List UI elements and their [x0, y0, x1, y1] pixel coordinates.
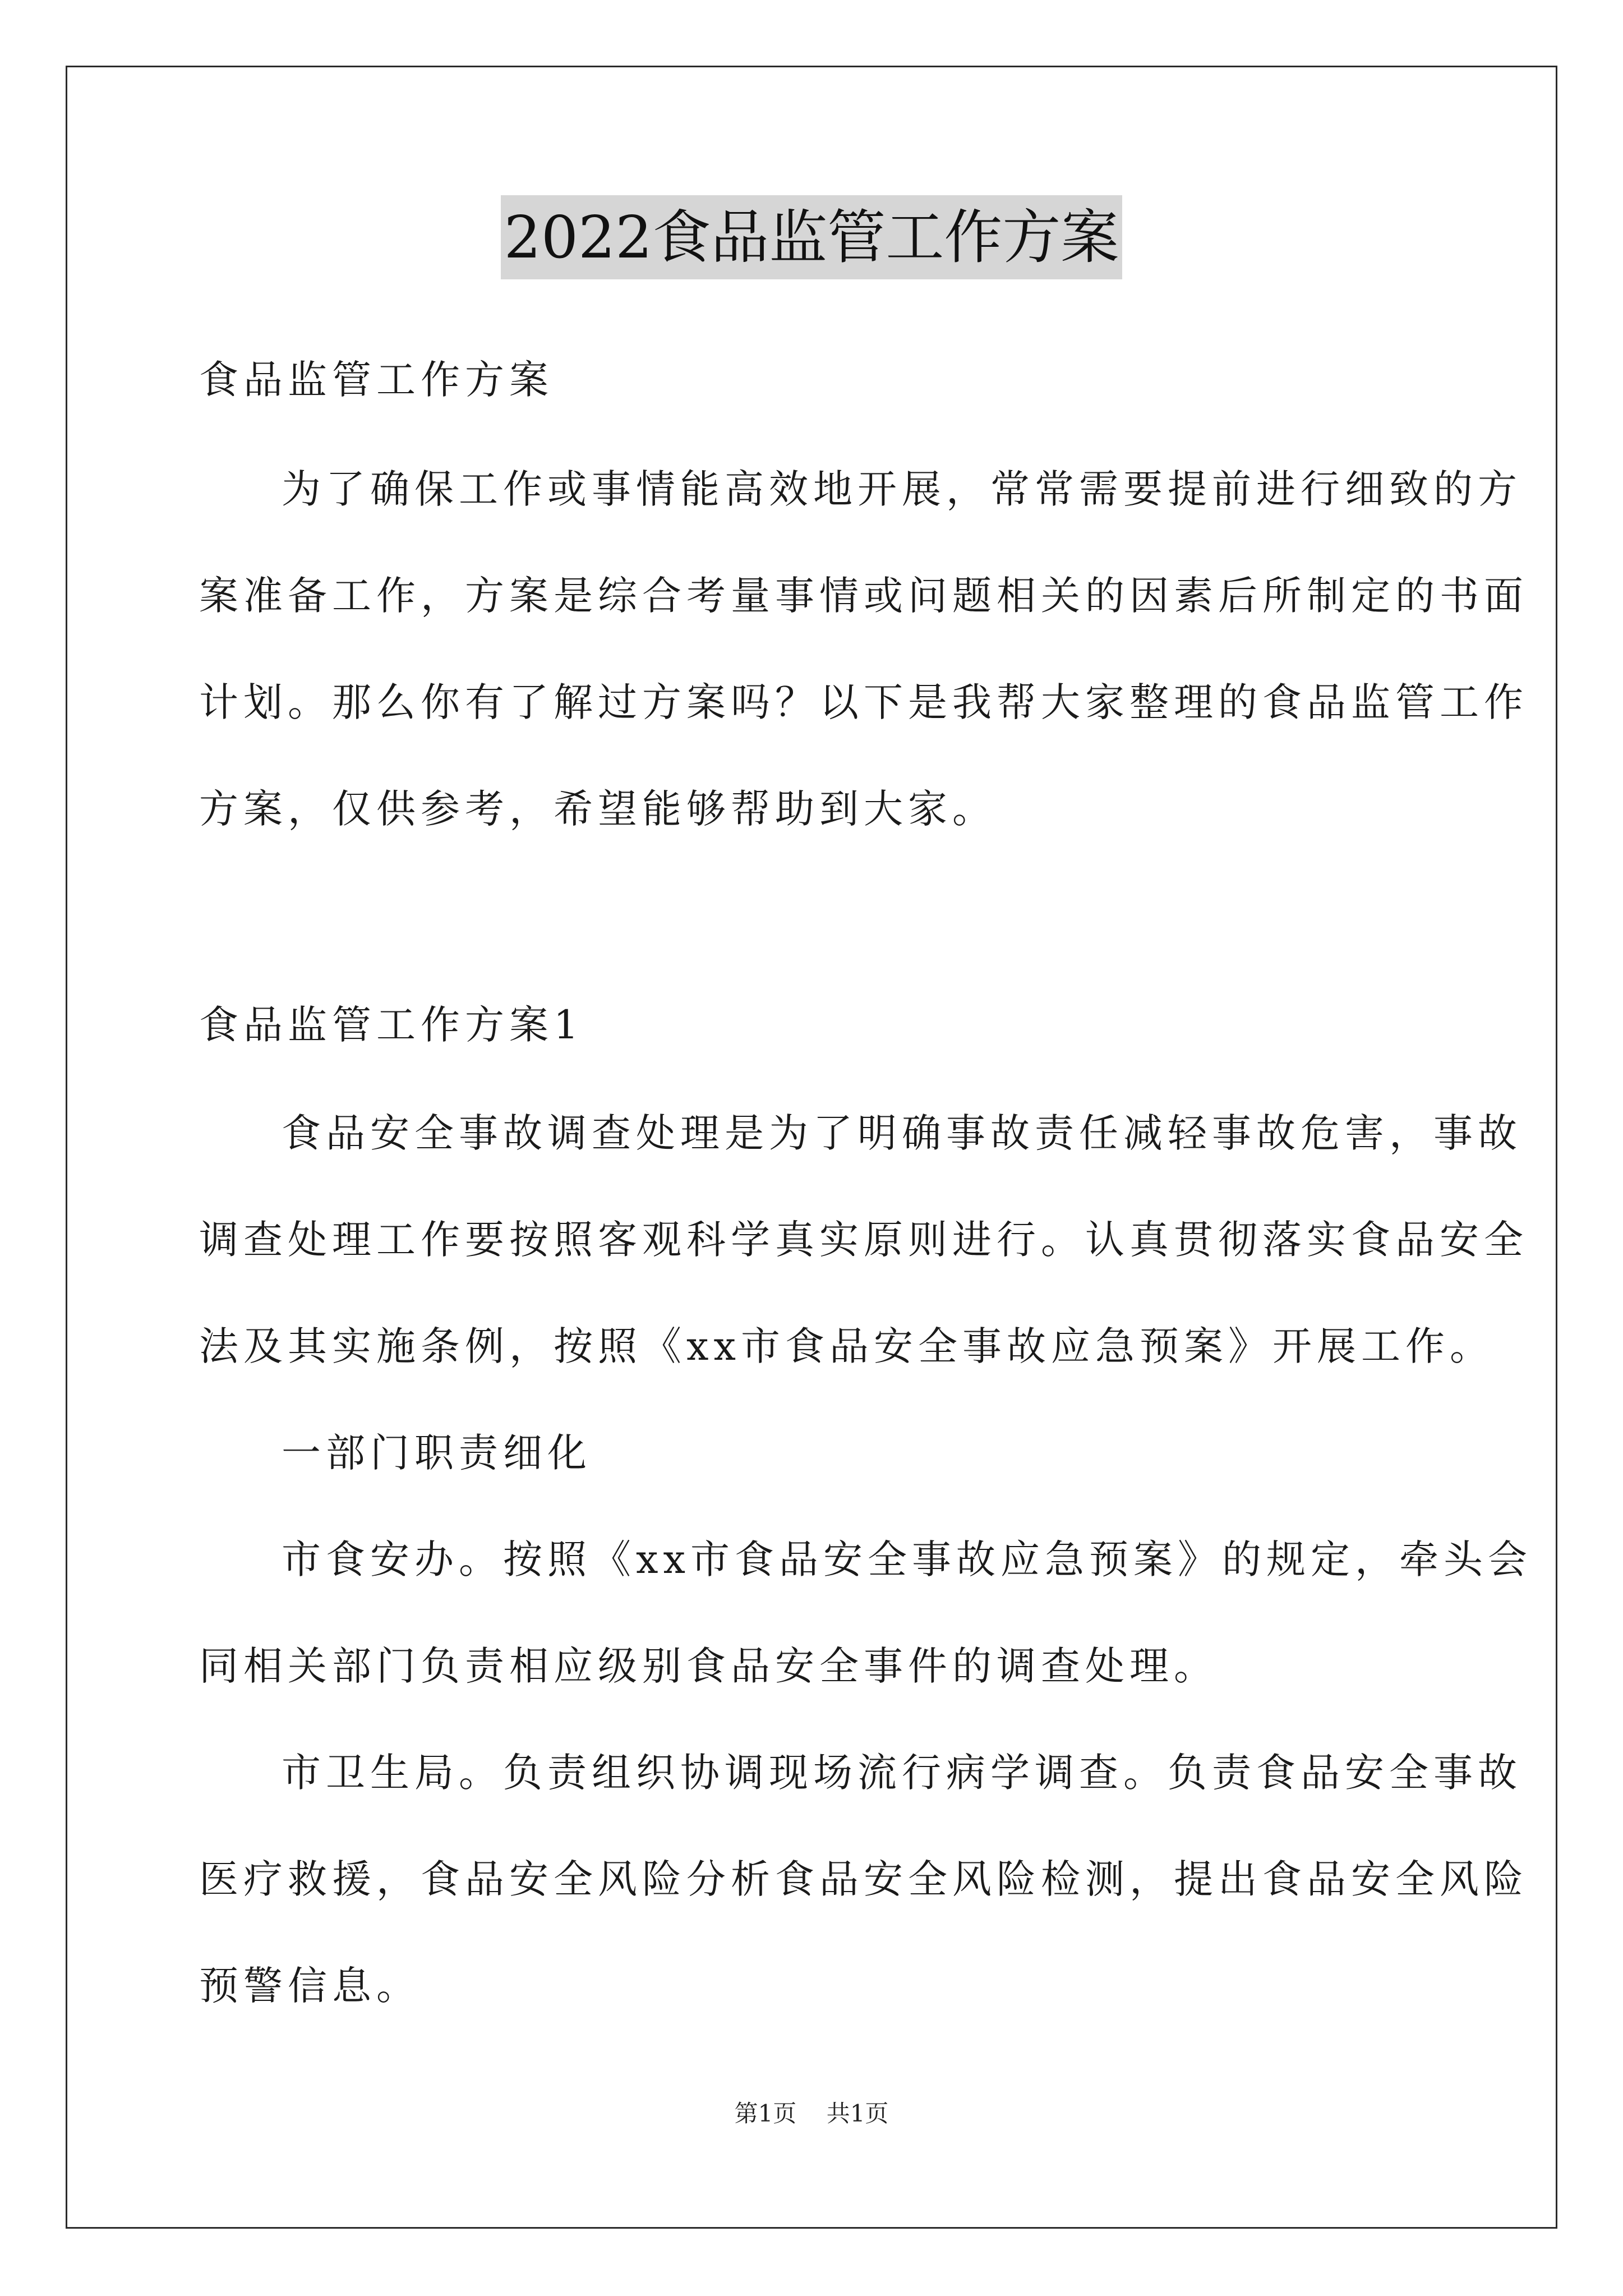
- section-para3-line-3: 预警信息。: [199, 1963, 421, 2009]
- intro-line-1: 为了确保工作或事情能高效地开展，常常需要提前进行细致的方: [282, 466, 1522, 512]
- section-heading: 食品监管工作方案1: [199, 1002, 584, 1048]
- section-para2-line-1: 市食安办。按照《xx市食品安全事故应急预案》的规定，牵头会: [282, 1536, 1532, 1582]
- intro-line-4: 方案，仅供参考，希望能够帮助到大家。: [199, 786, 997, 832]
- section-para3-line-1: 市卫生局。负责组织协调现场流行病学调查。负责食品安全事故: [282, 1750, 1522, 1796]
- subheading: 一部门职责细化: [282, 1430, 592, 1476]
- section-para1-line-2: 调查处理工作要按照客观科学真实原则进行。认真贯彻落实食品安全: [199, 1217, 1528, 1263]
- document-title-wrapper: [0, 195, 1623, 279]
- page-number-total: 共1页: [826, 2100, 889, 2127]
- section-para1-line-3: 法及其实施条例，按照《xx市食品安全事故应急预案》开展工作。: [199, 1323, 1494, 1369]
- page-footer: [0, 2097, 1623, 2131]
- document-subtitle: 食品监管工作方案: [199, 357, 554, 403]
- section-para2-line-2: 同相关部门负责相应级别食品安全事件的调查处理。: [199, 1643, 1218, 1689]
- intro-line-3: 计划。那么你有了解过方案吗？以下是我帮大家整理的食品监管工作: [199, 679, 1528, 725]
- section-para3-line-2: 医疗救援，食品安全风险分析食品安全风险检测，提出食品安全风险: [199, 1856, 1528, 1902]
- page-number-current: 第1页: [734, 2100, 797, 2127]
- section-para1-line-1: 食品安全事故调查处理是为了明确事故责任减轻事故危害，事故: [282, 1110, 1522, 1156]
- document-title: 2022食品监管工作方案: [501, 195, 1123, 279]
- footer-separator: [796, 2100, 826, 2127]
- intro-line-2: 案准备工作，方案是综合考量事情或问题相关的因素后所制定的书面: [199, 573, 1528, 619]
